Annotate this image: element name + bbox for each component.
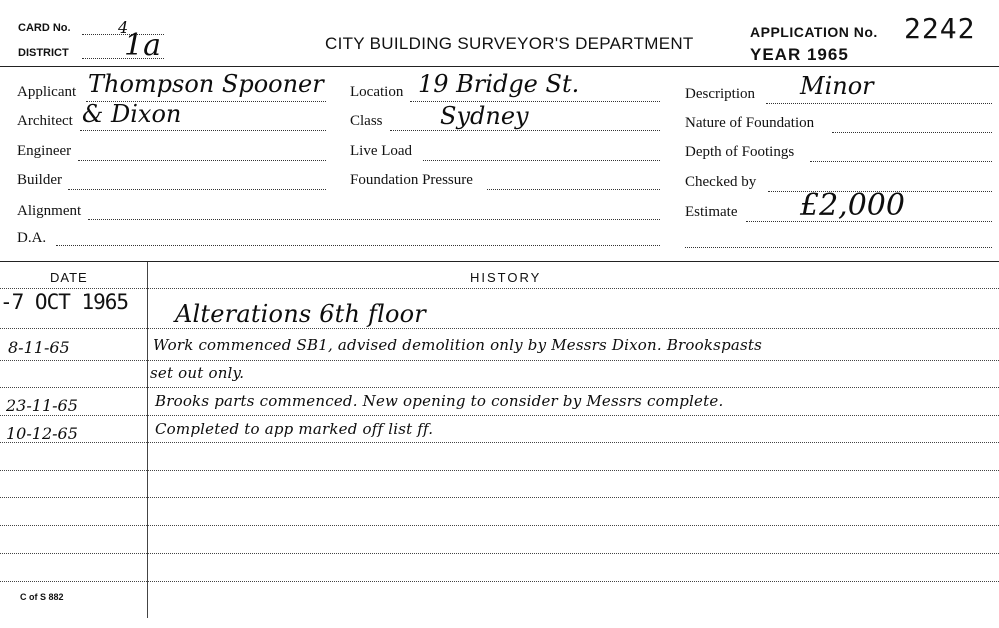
header-divider xyxy=(0,66,999,67)
applicant-label: Applicant xyxy=(17,84,77,100)
class-label: Class xyxy=(350,113,383,129)
history-row-line xyxy=(0,553,999,554)
district-label: DISTRICT xyxy=(18,47,69,59)
history-row-line xyxy=(0,442,999,443)
history-date: 10-12-65 xyxy=(6,424,78,443)
history-text: Brooks parts commenced. New opening to consider by Messrs complete. xyxy=(155,392,724,410)
history-date: -7 OCT 1965 xyxy=(0,290,129,314)
card-no-label: CARD No. xyxy=(18,22,71,34)
application-number: 2242 xyxy=(904,12,976,45)
date-header: DATE xyxy=(50,270,88,285)
history-text: Work commenced SB1, advised demolition only by Messrs Dixon. Brookspasts xyxy=(153,336,763,354)
history-row-line xyxy=(0,581,999,582)
history-date: 8-11-65 xyxy=(8,338,70,357)
card-no-value: 4 xyxy=(118,18,129,37)
history-row-line xyxy=(0,415,999,416)
location-label: Location xyxy=(350,84,404,100)
builder-label: Builder xyxy=(17,172,62,188)
applicant-value: Thompson Spooner xyxy=(88,70,324,98)
history-text: Completed to app marked off list ff. xyxy=(155,420,434,438)
architect-line xyxy=(80,130,326,131)
history-row-line xyxy=(0,470,999,471)
history-row-line xyxy=(0,328,999,329)
application-label: APPLICATION No. xyxy=(750,24,878,40)
alignment-label: Alignment xyxy=(17,203,82,219)
description-value: Minor xyxy=(800,72,874,100)
alignment-line xyxy=(88,219,660,220)
engineer-line xyxy=(78,160,326,161)
header-row-line xyxy=(0,288,999,289)
history-row-line xyxy=(0,525,999,526)
history-date: 23-11-65 xyxy=(6,396,78,415)
history-text: Alterations 6th floor xyxy=(175,300,426,328)
live-load-line xyxy=(423,160,660,161)
architect-label: Architect xyxy=(17,113,73,129)
history-row-line xyxy=(0,387,999,388)
form-code: C of S 882 xyxy=(20,592,64,602)
depth-of-footings-label: Depth of Footings xyxy=(685,144,795,160)
description-line xyxy=(766,103,992,104)
engineer-label: Engineer xyxy=(17,143,72,159)
estimate-label: Estimate xyxy=(685,204,738,220)
year: YEAR 1965 xyxy=(750,45,849,64)
estimate-line-2 xyxy=(685,247,992,248)
district-value: 1a xyxy=(124,28,161,63)
history-header: HISTORY xyxy=(470,270,542,285)
foundation-pressure-line xyxy=(487,189,660,190)
architect-value: & Dixon xyxy=(82,100,182,128)
date-column-separator xyxy=(147,262,148,618)
depth-of-footings-line xyxy=(810,161,992,162)
history-row-line xyxy=(0,497,999,498)
da-label: D.A. xyxy=(17,230,47,246)
builder-line xyxy=(68,189,326,190)
class-line xyxy=(390,130,660,131)
history-row-line xyxy=(0,360,999,361)
checked-by-label: Checked by xyxy=(685,174,757,190)
da-line xyxy=(56,245,660,246)
nature-of-foundation-line xyxy=(832,132,992,133)
location-value: 19 Bridge St. xyxy=(418,70,580,98)
class-value: Sydney xyxy=(440,102,529,130)
department-title: CITY BUILDING SURVEYOR'S DEPARTMENT xyxy=(325,34,694,53)
history-divider xyxy=(0,261,999,262)
nature-of-foundation-label: Nature of Foundation xyxy=(685,115,815,131)
foundation-pressure-label: Foundation Pressure xyxy=(350,172,473,188)
history-text: set out only. xyxy=(150,364,245,382)
estimate-value: £2,000 xyxy=(800,188,905,223)
description-label: Description xyxy=(685,86,755,102)
live-load-label: Live Load xyxy=(350,143,413,159)
